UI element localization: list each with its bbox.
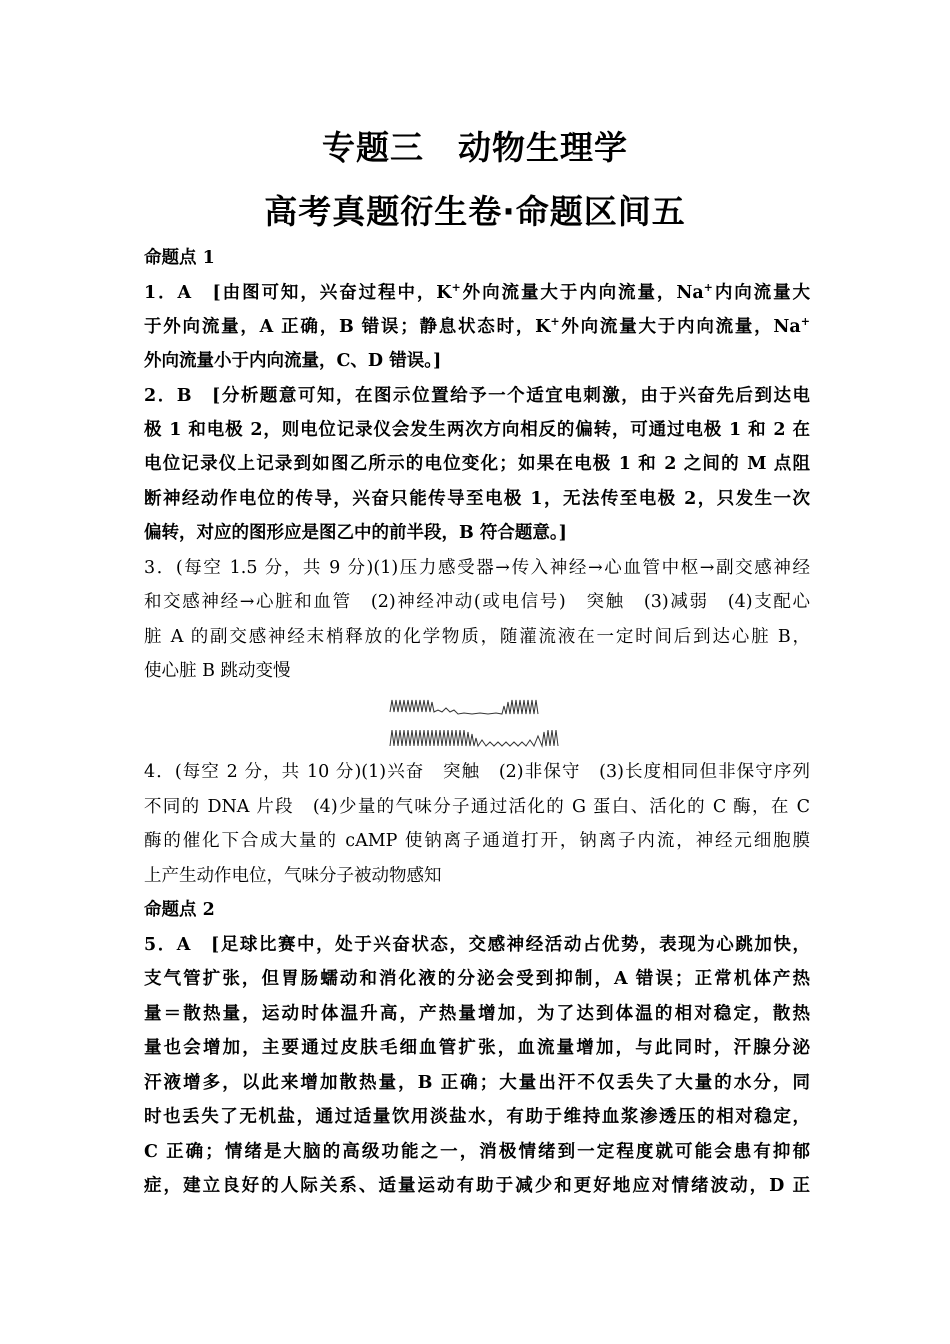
heart-b-waveform [390,730,558,746]
q4-line: 不同的 DNA 片段 (4)少量的气味分子通过活化的 G 蛋白、活化的 C 酶，在 C [144,797,810,817]
heart-a-waveform [390,700,538,714]
q5-line: 症，建立良好的人际关系、适量运动有助于减少和更好地应对情绪波动，D 正 [144,1176,810,1196]
q5-line: 量也会增加，主要通过皮肤毛细血管扩张，血流量增加，与此同时，汗腺分泌 [144,1038,810,1058]
q3-line: 和交感神经→心脏和血管 (2)神经冲动(或电信号) 突触 (3)减弱 (4)支配心 [144,592,810,612]
q5-line: 支气管扩张，但胃肠蠕动和消化液的分泌会受到抑制，A 错误；正常机体产热 [144,969,810,989]
q3-line: 使心脏 B 跳动变慢 [144,661,291,681]
q3-line: 3．(每空 1.5 分，共 9 分)(1)压力感受器→传入神经→心血管中枢→副交感神经 [144,558,810,578]
q1-line-3: 外向流量小于内向流量，C、D 错误。] [144,351,442,371]
q2-line: 断神经动作电位的传导，兴奋只能传导至电极 1，无法传至电极 2，只发生一次 [144,489,810,509]
q2-line: 极 1 和电极 2，则电位记录仪会发生两次方向相反的偏转，可通过电极 1 和 2 在 [144,420,810,440]
q1-line-1: 1．A [由图可知，兴奋过程中，K+外向流量大于内向流量，Na+内向流量大 [144,281,811,303]
q5-line: 量＝散热量，运动时体温升高，产热量增加，为了达到体温的相对稳定，散热 [144,1004,810,1024]
q1-line-2: 于外向流量，A 正确，B 错误；静息状态时，K+外向流量大于内向流量，Na+ [144,315,810,337]
q2-line: 电位记录仪上记录到如图乙所示的电位变化；如果在电极 1 和 2 之间的 M 点阻 [144,454,810,474]
page-title: 专题三 动物生理学 [322,128,628,167]
section-heading-2: 命题点 2 [144,900,215,920]
q5-line: C 正确；情绪是大脑的高级功能之一，消极情绪到一定程度就可能会患有抑郁 [144,1142,810,1162]
q4-line: 上产生动作电位，气味分子被动物感知 [144,866,442,886]
q5-line: 5．A [足球比赛中，处于兴奋状态，交感神经活动占优势，表现为心跳加快， [144,935,810,955]
q4-line: 酶的催化下合成大量的 cAMP 使钠离子通道打开，钠离子内流，神经元细胞膜 [144,831,810,851]
q3-line: 脏 A 的副交感神经末梢释放的化学物质，随灌流液在一定时间后到达心脏 B， [144,627,810,647]
q5-line: 时也丢失了无机盐，通过适量饮用淡盐水，有助于维持血浆渗透压的相对稳定， [144,1107,810,1127]
q2-line: 偏转，对应的图形应是图乙中的前半段，B 符合题意。] [144,523,567,543]
q2-line: 2．B [分析题意可知，在图示位置给予一个适宜电刺激，由于兴奋先后到达电 [144,386,810,406]
page-subtitle: 高考真题衍生卷·命题区间五 [264,192,686,231]
q4-line: 4．(每空 2 分，共 10 分)(1)兴奋 突触 (2)非保守 (3)长度相同但非保守序列 [144,762,810,782]
q5-line: 汗液增多，以此来增加散热量，B 正确；大量出汗不仅丢失了大量的水分，同 [144,1073,810,1093]
section-heading-1: 命题点 1 [144,248,215,268]
heartbeat-waveform-figure [388,692,564,752]
